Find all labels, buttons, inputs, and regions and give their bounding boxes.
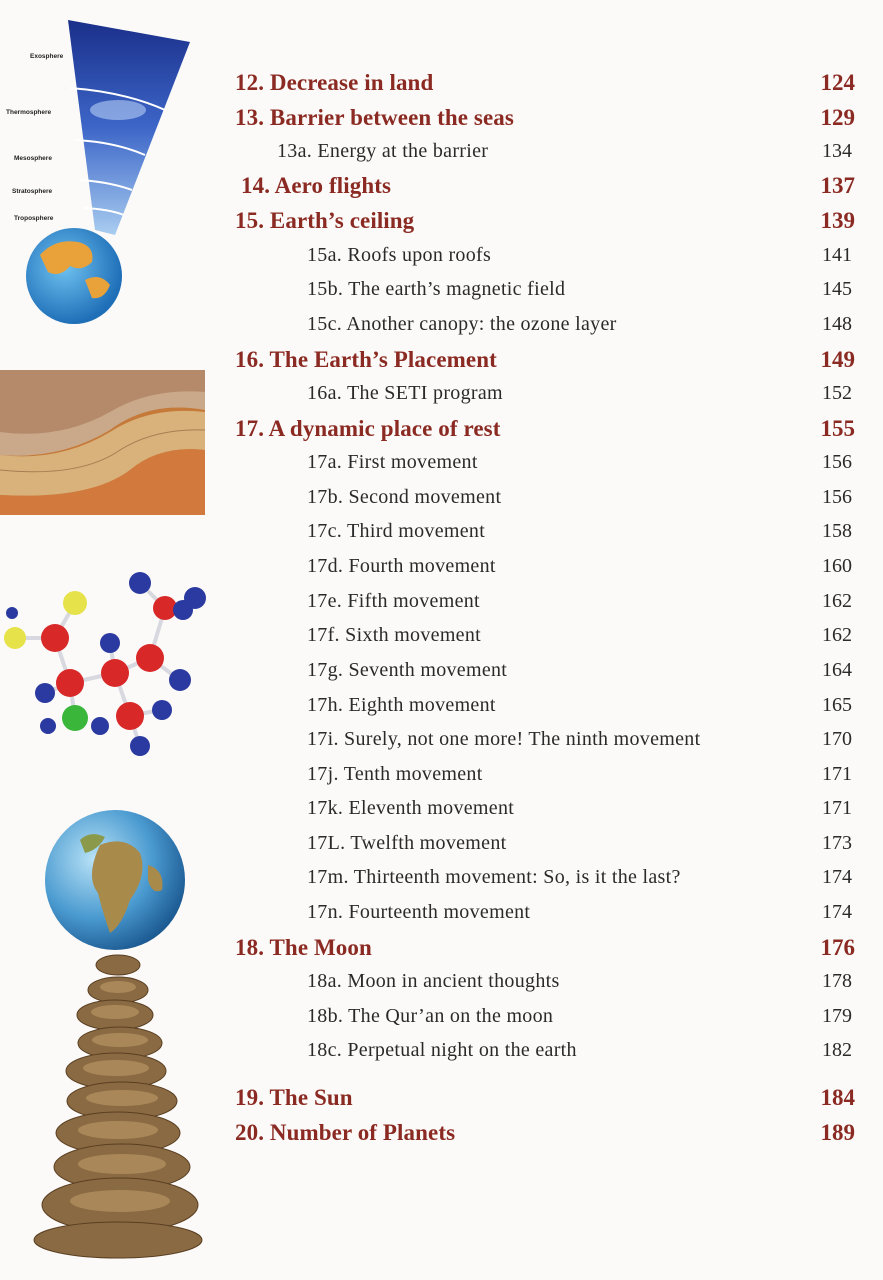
section-title: 18c. Perpetual night on the earth (307, 1039, 577, 1061)
toc-section-entry[interactable] (0, 520, 883, 554)
atmo-label-troposphere: Troposphere (14, 215, 54, 222)
chapter-title: 17. A dynamic place of rest (235, 416, 501, 441)
atmo-label-thermosphere: Thermosphere (6, 109, 52, 116)
page-number: 164 (822, 659, 852, 681)
toc-section-entry[interactable] (0, 694, 883, 728)
page-number: 179 (822, 1005, 852, 1027)
section-title: 17j. Tenth movement (307, 763, 483, 785)
toc-chapter-entry[interactable] (0, 347, 883, 381)
page-number: 174 (822, 901, 852, 923)
toc-section-entry[interactable] (0, 486, 883, 520)
chapter-title: 12. Decrease in land (235, 70, 434, 95)
toc-section-entry[interactable] (0, 763, 883, 797)
page-number: 156 (822, 486, 852, 508)
toc-section-entry[interactable] (0, 451, 883, 485)
section-title: 15b. The earth’s magnetic field (307, 278, 566, 300)
chapter-title: 20. Number of Planets (235, 1120, 456, 1145)
chapter-title: 13. Barrier between the seas (235, 105, 514, 130)
section-title: 17i. Surely, not one more! The ninth movement (307, 728, 701, 750)
page-number: 149 (820, 347, 855, 372)
atmo-label-mesosphere: Mesosphere (14, 155, 52, 162)
toc-section-entry[interactable] (0, 555, 883, 589)
section-title: 18b. The Qur’an on the moon (307, 1005, 554, 1027)
page-number: 182 (822, 1039, 852, 1061)
atmo-label-stratosphere: Stratosphere (12, 188, 53, 195)
page-number: 176 (820, 935, 855, 960)
section-title: 17m. Thirteenth movement: So, is it the last? (307, 866, 681, 888)
page-number: 155 (820, 416, 855, 441)
toc-section-entry[interactable] (0, 1039, 883, 1073)
chapter-title: 19. The Sun (235, 1085, 353, 1110)
page-number: 160 (822, 555, 852, 577)
section-title: 18a. Moon in ancient thoughts (307, 970, 560, 992)
section-title: 17k. Eleventh movement (307, 797, 515, 819)
toc-section-entry[interactable] (0, 313, 883, 347)
toc-section-entry[interactable] (0, 1005, 883, 1039)
page-number: 165 (822, 694, 852, 716)
section-title: 13a. Energy at the barrier (277, 140, 489, 162)
section-title: 17e. Fifth movement (307, 590, 480, 612)
toc-section-entry[interactable] (0, 590, 883, 624)
page-number: 173 (822, 832, 852, 854)
section-title: 17d. Fourth movement (307, 555, 496, 577)
toc-chapter-entry[interactable] (0, 1120, 883, 1154)
toc-section-entry[interactable] (0, 866, 883, 900)
section-title: 17n. Fourteenth movement (307, 901, 531, 923)
toc-section-entry[interactable] (0, 901, 883, 935)
toc-section-entry[interactable] (0, 140, 883, 174)
page-number: 184 (820, 1085, 855, 1110)
section-title: 17L. Twelfth movement (307, 832, 507, 854)
toc-chapter-entry[interactable] (0, 935, 883, 969)
toc-section-entry[interactable] (0, 728, 883, 762)
section-title: 16a. The SETI program (307, 382, 503, 404)
page-number: 162 (822, 590, 852, 612)
chapter-title: 18. The Moon (235, 935, 372, 960)
toc-section-entry[interactable] (0, 278, 883, 312)
toc-section-entry[interactable] (0, 382, 883, 416)
page-number: 141 (822, 244, 852, 266)
toc-section-entry[interactable] (0, 797, 883, 831)
section-title: 15c. Another canopy: the ozone layer (307, 313, 617, 335)
toc-section-entry[interactable] (0, 624, 883, 658)
page-number: 189 (820, 1120, 855, 1145)
section-title: 15a. Roofs upon roofs (307, 244, 492, 266)
toc-section-entry[interactable] (0, 244, 883, 278)
section-title: 17a. First movement (307, 451, 478, 473)
toc-chapter-entry[interactable] (0, 173, 883, 207)
section-title: 17f. Sixth movement (307, 624, 482, 646)
atmo-label-exosphere: Exosphere (30, 53, 64, 60)
page-number: 134 (822, 140, 852, 162)
section-title: 17c. Third movement (307, 520, 486, 542)
chapter-title: 15. Earth’s ceiling (235, 208, 415, 233)
toc-section-entry[interactable] (0, 832, 883, 866)
toc-chapter-entry[interactable] (0, 416, 883, 450)
page-number: 158 (822, 520, 852, 542)
page-number: 171 (822, 797, 852, 819)
page-number: 145 (822, 278, 852, 300)
page-number: 129 (820, 105, 855, 130)
page-number: 162 (822, 624, 852, 646)
toc-chapter-entry[interactable] (0, 208, 883, 242)
section-title: 17h. Eighth movement (307, 694, 496, 716)
toc-section-entry[interactable] (0, 970, 883, 1004)
page-number: 174 (822, 866, 852, 888)
chapter-title: 16. The Earth’s Placement (235, 347, 497, 372)
toc-chapter-entry[interactable] (0, 1085, 883, 1119)
page-number: 124 (820, 70, 855, 95)
toc-chapter-entry[interactable] (0, 70, 883, 104)
page-number: 171 (822, 763, 852, 785)
page-number: 152 (822, 382, 852, 404)
chapter-title: 14. Aero flights (241, 173, 392, 198)
section-title: 17b. Second movement (307, 486, 502, 508)
toc-section-entry[interactable] (0, 659, 883, 693)
page-number: 178 (822, 970, 852, 992)
toc-chapter-entry[interactable] (0, 105, 883, 139)
page-number: 170 (822, 728, 852, 750)
section-title: 17g. Seventh movement (307, 659, 508, 681)
page-number: 156 (822, 451, 852, 473)
page-number: 137 (820, 173, 855, 198)
page-number: 139 (820, 208, 855, 233)
page-number: 148 (822, 313, 852, 335)
